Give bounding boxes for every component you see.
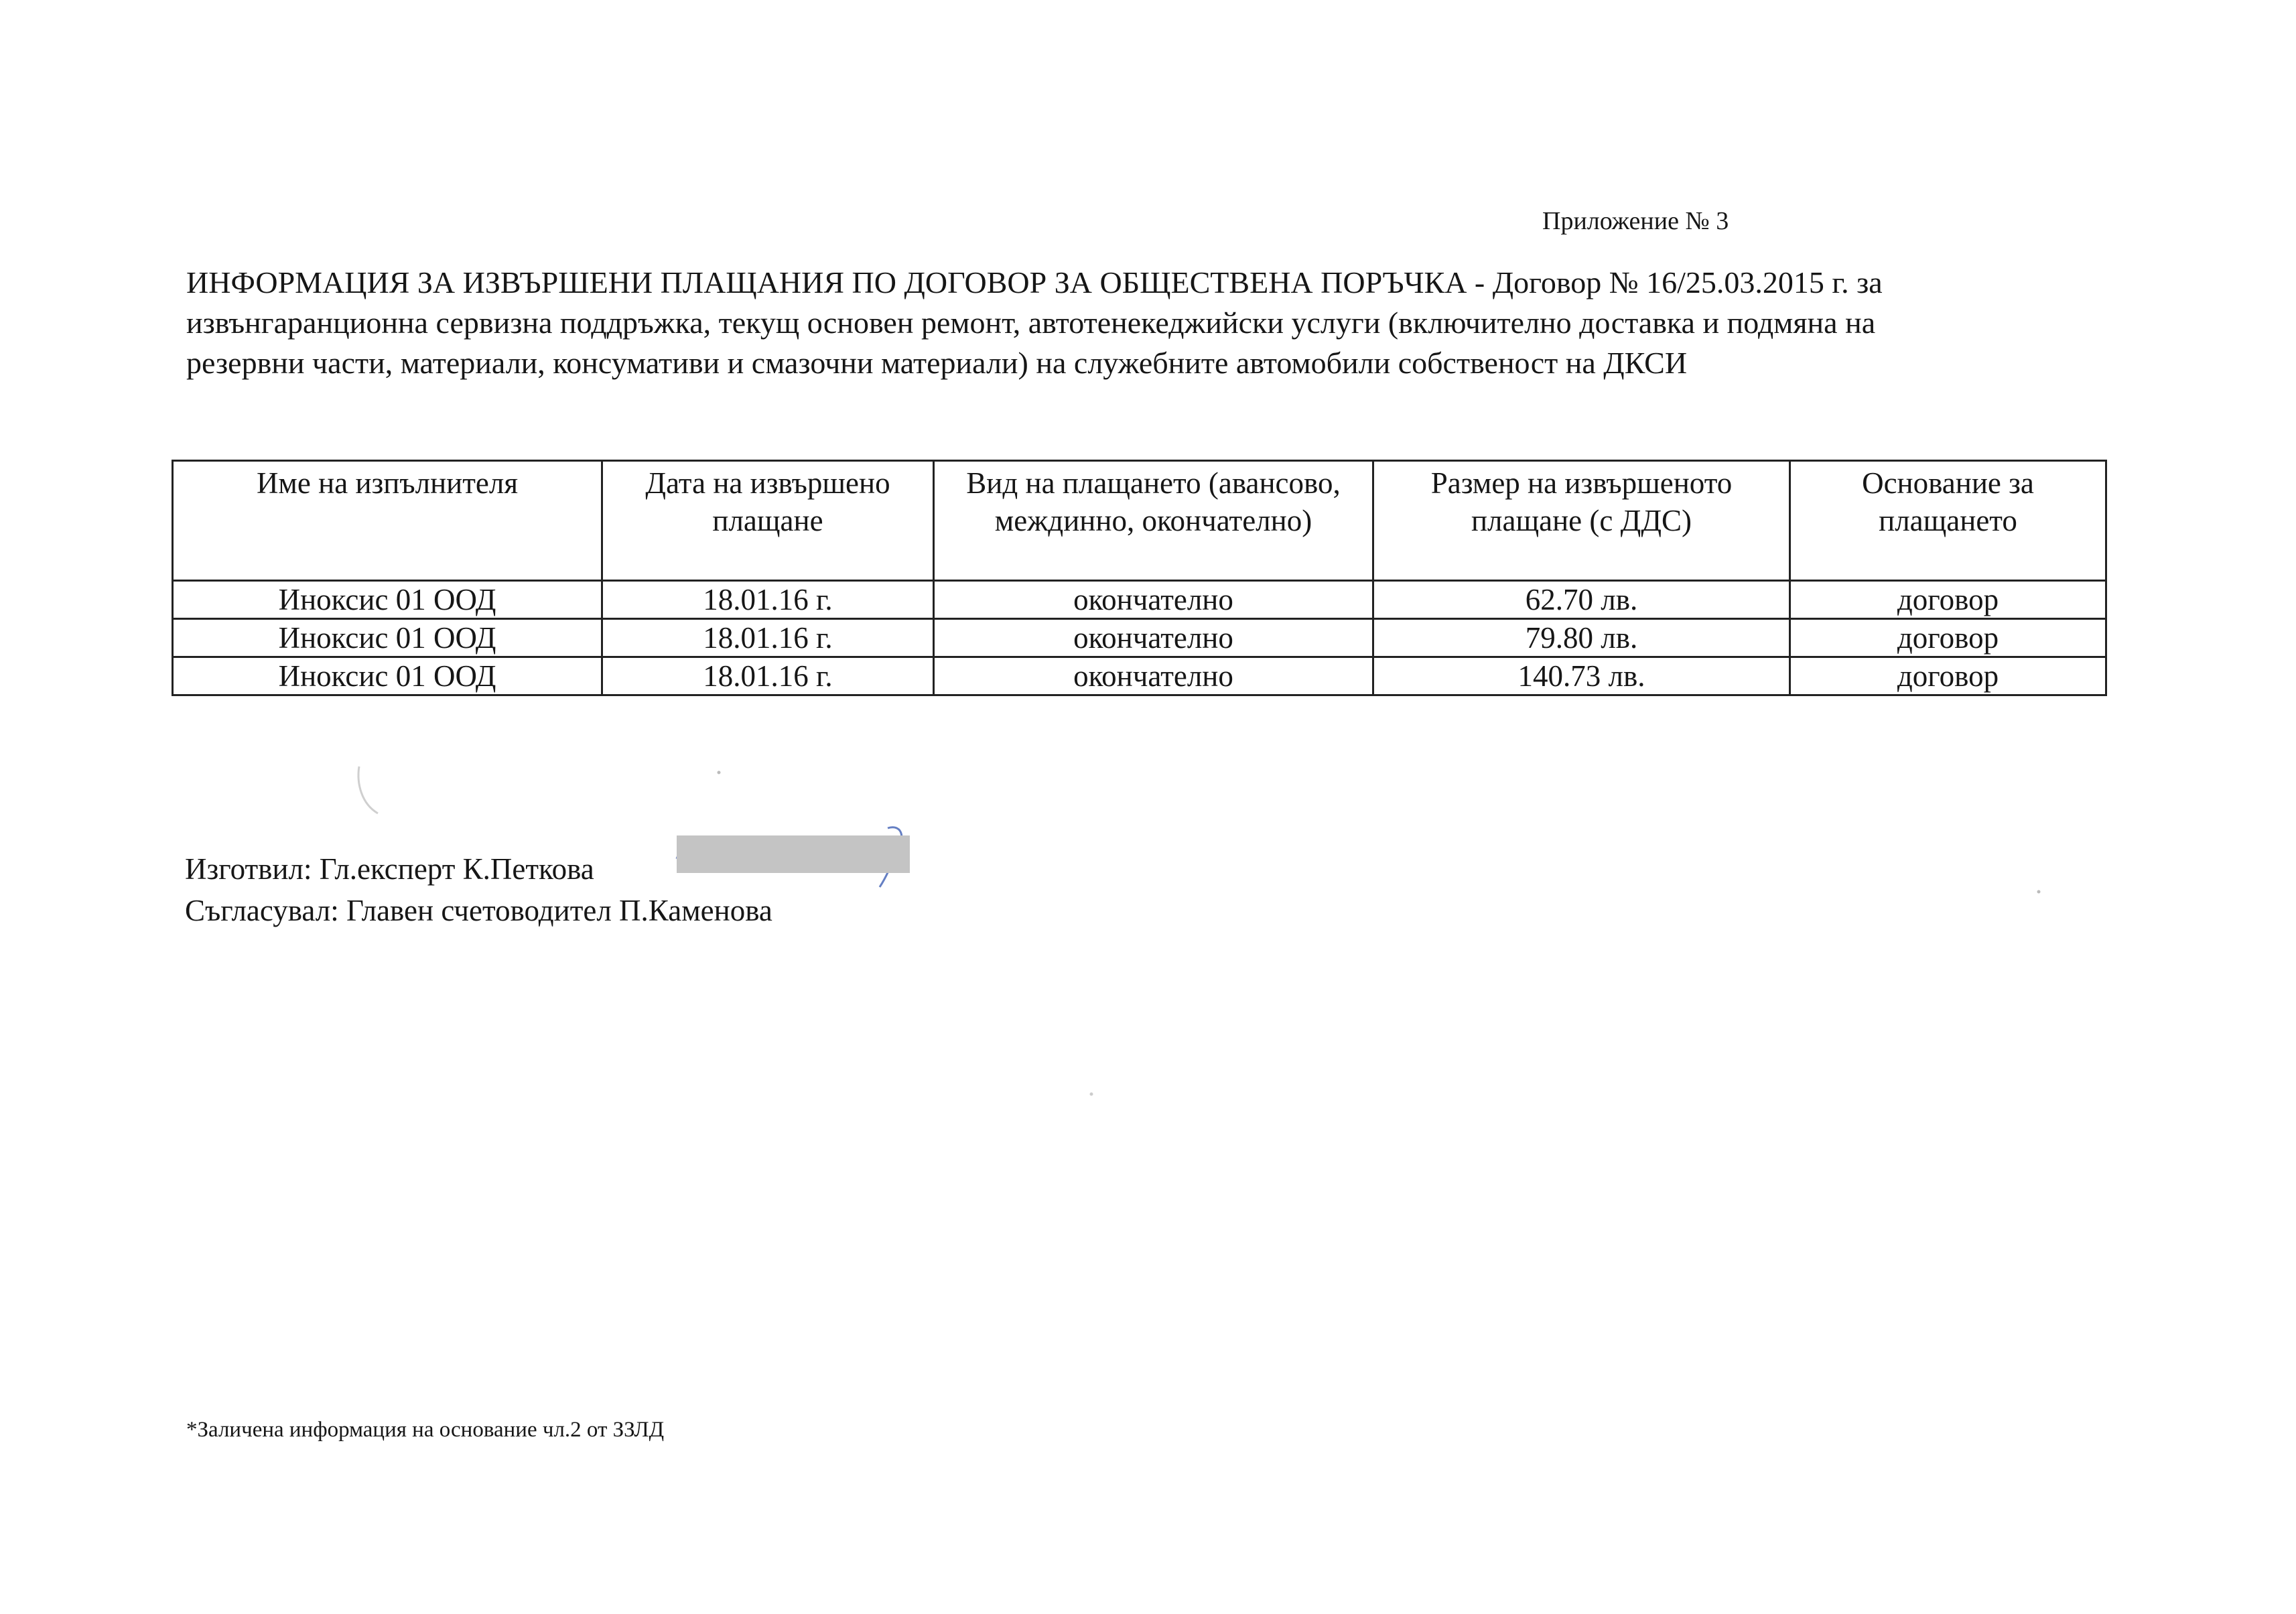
paper-speck-mark [2035, 888, 2042, 895]
table-header-row [173, 461, 2106, 581]
cell-payment-date: 18.01.16 г. [602, 657, 934, 695]
table-row [173, 581, 2106, 619]
header-payment-amount: Размер на извършеното плащане (с ДДС) [1373, 461, 1790, 581]
cell-payment-type: окончателно [934, 581, 1373, 619]
cell-contractor-name: Иноксис 01 ООД [173, 619, 602, 657]
cell-payment-basis: договор [1790, 581, 2106, 619]
cell-payment-basis: договор [1790, 619, 2106, 657]
document-title [186, 263, 2062, 383]
paper-speck-mark [355, 764, 382, 817]
paper-speck-mark [716, 769, 722, 776]
title-line-3: резервни части, материали, консумативи и смазочни материали) на служебните автомобили собственост на ДКСИ [186, 346, 1688, 380]
table-row [173, 619, 2106, 657]
cell-payment-type: окончателно [934, 657, 1373, 695]
cell-payment-amount: 62.70 лв. [1373, 581, 1790, 619]
payments-table [172, 460, 2107, 696]
table-row [173, 657, 2106, 695]
paper-speck-mark [1088, 1091, 1095, 1097]
header-payment-basis: Основание за плащането [1790, 461, 2106, 581]
redaction-box [677, 835, 910, 873]
title-line-1: ИНФОРМАЦИЯ ЗА ИЗВЪРШЕНИ ПЛАЩАНИЯ ПО ДОГОВОР ЗА ОБЩЕСТВЕНА ПОРЪЧКА - Договор № 16/25.03.2015 г. за [186, 265, 1883, 299]
cell-contractor-name: Иноксис 01 ООД [173, 657, 602, 695]
header-contractor-name: Име на изпълнителя [173, 461, 602, 581]
cell-payment-amount: 140.73 лв. [1373, 657, 1790, 695]
cell-payment-amount: 79.80 лв. [1373, 619, 1790, 657]
cell-payment-basis: договор [1790, 657, 2106, 695]
header-payment-type: Вид на плащането (авансово, междинно, окончателно) [934, 461, 1373, 581]
approved-by-line: Съгласувал: Главен счетоводител П.Каменова [185, 894, 772, 927]
annex-label: Приложение № 3 [1542, 207, 1729, 235]
prepared-by-line: Изготвил: Гл.експерт К.Петкова [185, 852, 594, 886]
cell-payment-date: 18.01.16 г. [602, 581, 934, 619]
title-line-2: извънгаранционна сервизна поддръжка, текущ основен ремонт, автотенекеджийски услуги (включително доставка и подмяна на [186, 306, 1876, 340]
header-payment-date: Дата на извършено плащане [602, 461, 934, 581]
cell-contractor-name: Иноксис 01 ООД [173, 581, 602, 619]
cell-payment-date: 18.01.16 г. [602, 619, 934, 657]
cell-payment-type: окончателно [934, 619, 1373, 657]
footnote: *Заличена информация на основание чл.2 от ЗЗЛД [186, 1418, 665, 1442]
